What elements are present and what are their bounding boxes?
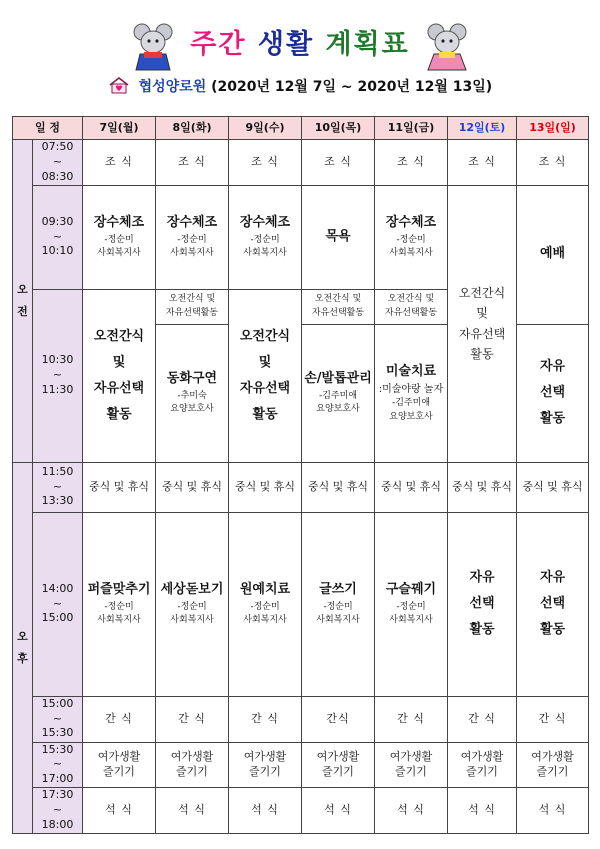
time-slot: 17:30 ~ 18:00 — [33, 788, 83, 834]
activity-cell: 손/발톱관리 -김주미애 요양보호사 — [302, 324, 375, 462]
page-header — [0, 0, 600, 112]
dinner-cell: 석 식 — [229, 788, 302, 834]
breakfast-cell: 조 식 — [517, 140, 589, 186]
breakfast-cell: 조 식 — [229, 140, 302, 186]
dinner-cell: 석 식 — [375, 788, 448, 834]
weekly-schedule-table — [12, 116, 589, 834]
activity-cell: 구슬꿰기 -정순미 사회복지사 — [375, 512, 448, 696]
activity-cell: 동화구연 -추미숙 요양보호사 — [156, 324, 229, 462]
dinner-cell: 석 식 — [448, 788, 517, 834]
activity-cell: 오전간식 및 자유선택활동 — [375, 289, 448, 324]
activity-cell: 원예치료 -정순미 사회복지사 — [229, 512, 302, 696]
breakfast-cell: 조 식 — [83, 140, 156, 186]
dinner-cell: 석 식 — [156, 788, 229, 834]
activity-cell: 오전간식 및 자유선택 활동 — [229, 289, 302, 462]
lunch-cell: 중식 및 휴식 — [517, 462, 589, 512]
activity-cell: 목욕 — [302, 185, 375, 289]
row-0930 — [13, 185, 589, 289]
period-morning: 오 전 — [13, 140, 33, 463]
day-mon: 7일(월) — [83, 117, 156, 140]
breakfast-cell: 조 식 — [375, 140, 448, 186]
lunch-cell: 중식 및 휴식 — [229, 462, 302, 512]
lunch-cell: 중식 및 휴식 — [156, 462, 229, 512]
activity-cell: 장수체조 -정순미 사회복지사 — [229, 185, 302, 289]
dinner-cell: 석 식 — [302, 788, 375, 834]
date-range: (2020년 12월 7일 ~ 2020년 12월 13일) — [211, 79, 493, 95]
title-part3: 계획표 — [325, 29, 410, 60]
breakfast-cell: 조 식 — [302, 140, 375, 186]
snack-cell: 간 식 — [517, 696, 589, 742]
activity-cell: 장수체조 -정순미 사회복지사 — [83, 185, 156, 289]
activity-cell: 퍼즐맞추기 -정순미 사회복지사 — [83, 512, 156, 696]
title-part2: 생활 — [257, 29, 315, 60]
day-sun: 13일(일) — [517, 117, 589, 140]
lunch-cell: 중식 및 휴식 — [83, 462, 156, 512]
activity-cell: 글쓰기 -정순미 사회복지사 — [302, 512, 375, 696]
lunch-cell: 중식 및 휴식 — [302, 462, 375, 512]
time-slot: 07:50 ~ 08:30 — [33, 140, 83, 186]
row-lunch — [13, 462, 589, 512]
period-afternoon: 오 후 — [13, 462, 33, 833]
activity-cell: 자유 선택 활동 — [517, 512, 589, 696]
time-slot: 14:00 ~ 15:00 — [33, 512, 83, 696]
leisure-cell: 여가생활 즐기기 — [448, 742, 517, 788]
breakfast-cell: 조 식 — [156, 140, 229, 186]
row-dinner — [13, 788, 589, 834]
activity-cell: 예배 — [517, 185, 589, 324]
leisure-cell: 여가생활 즐기기 — [375, 742, 448, 788]
leisure-cell: 여가생활 즐기기 — [83, 742, 156, 788]
leisure-cell: 여가생활 즐기기 — [302, 742, 375, 788]
activity-cell: 오전간식 및 자유선택활동 — [302, 289, 375, 324]
activity-cell: 자유 선택 활동 — [448, 512, 517, 696]
row-leisure — [13, 742, 589, 788]
header-row — [13, 117, 589, 140]
breakfast-cell: 조 식 — [448, 140, 517, 186]
time-slot: 15:30 ~ 17:00 — [33, 742, 83, 788]
activity-cell: 오전간식 및 자유선택 활동 — [448, 185, 517, 462]
leisure-cell: 여가생활 즐기기 — [156, 742, 229, 788]
lunch-cell: 중식 및 휴식 — [375, 462, 448, 512]
activity-cell: 장수체조 -정순미 사회복지사 — [375, 185, 448, 289]
snack-cell: 간 식 — [229, 696, 302, 742]
time-slot: 11:50 ~ 13:30 — [33, 462, 83, 512]
snack-cell: 간 식 — [375, 696, 448, 742]
activity-cell: 세상돋보기 -정순미 사회복지사 — [156, 512, 229, 696]
time-slot: 15:00 ~ 15:30 — [33, 696, 83, 742]
title-part1: 주간 — [190, 29, 247, 60]
dinner-cell: 석 식 — [83, 788, 156, 834]
day-tue: 8일(화) — [156, 117, 229, 140]
snack-cell: 간 식 — [156, 696, 229, 742]
time-slot: 10:30 ~ 11:30 — [33, 289, 83, 462]
day-sat: 12일(토) — [448, 117, 517, 140]
row-breakfast — [13, 140, 589, 186]
day-thu: 10일(목) — [302, 117, 375, 140]
leisure-cell: 여가생활 즐기기 — [517, 742, 589, 788]
dinner-cell: 석 식 — [517, 788, 589, 834]
snack-cell: 간식 — [302, 696, 375, 742]
row-snack — [13, 696, 589, 742]
page-subtitle — [0, 76, 600, 96]
row-1400 — [13, 512, 589, 696]
day-fri: 11일(금) — [375, 117, 448, 140]
activity-cell: 오전간식 및 자유선택 활동 — [83, 289, 156, 462]
org-name: 협성양로원 — [138, 79, 207, 95]
activity-cell: 자유 선택 활동 — [517, 324, 589, 462]
lunch-cell: 중식 및 휴식 — [448, 462, 517, 512]
house-heart-icon — [108, 76, 130, 94]
page-title — [0, 22, 600, 61]
leisure-cell: 여가생활 즐기기 — [229, 742, 302, 788]
day-wed: 9일(수) — [229, 117, 302, 140]
snack-cell: 간 식 — [448, 696, 517, 742]
activity-cell: 오전간식 및 자유선택활동 — [156, 289, 229, 324]
activity-cell: 장수체조 -정순미 사회복지사 — [156, 185, 229, 289]
schedule-header: 일 정 — [13, 117, 83, 140]
time-slot: 09:30 ~ 10:10 — [33, 185, 83, 289]
activity-cell: 미술치료 :미술야랑 놀자 -김주미애 요양보호사 — [375, 324, 448, 462]
snack-cell: 간 식 — [83, 696, 156, 742]
